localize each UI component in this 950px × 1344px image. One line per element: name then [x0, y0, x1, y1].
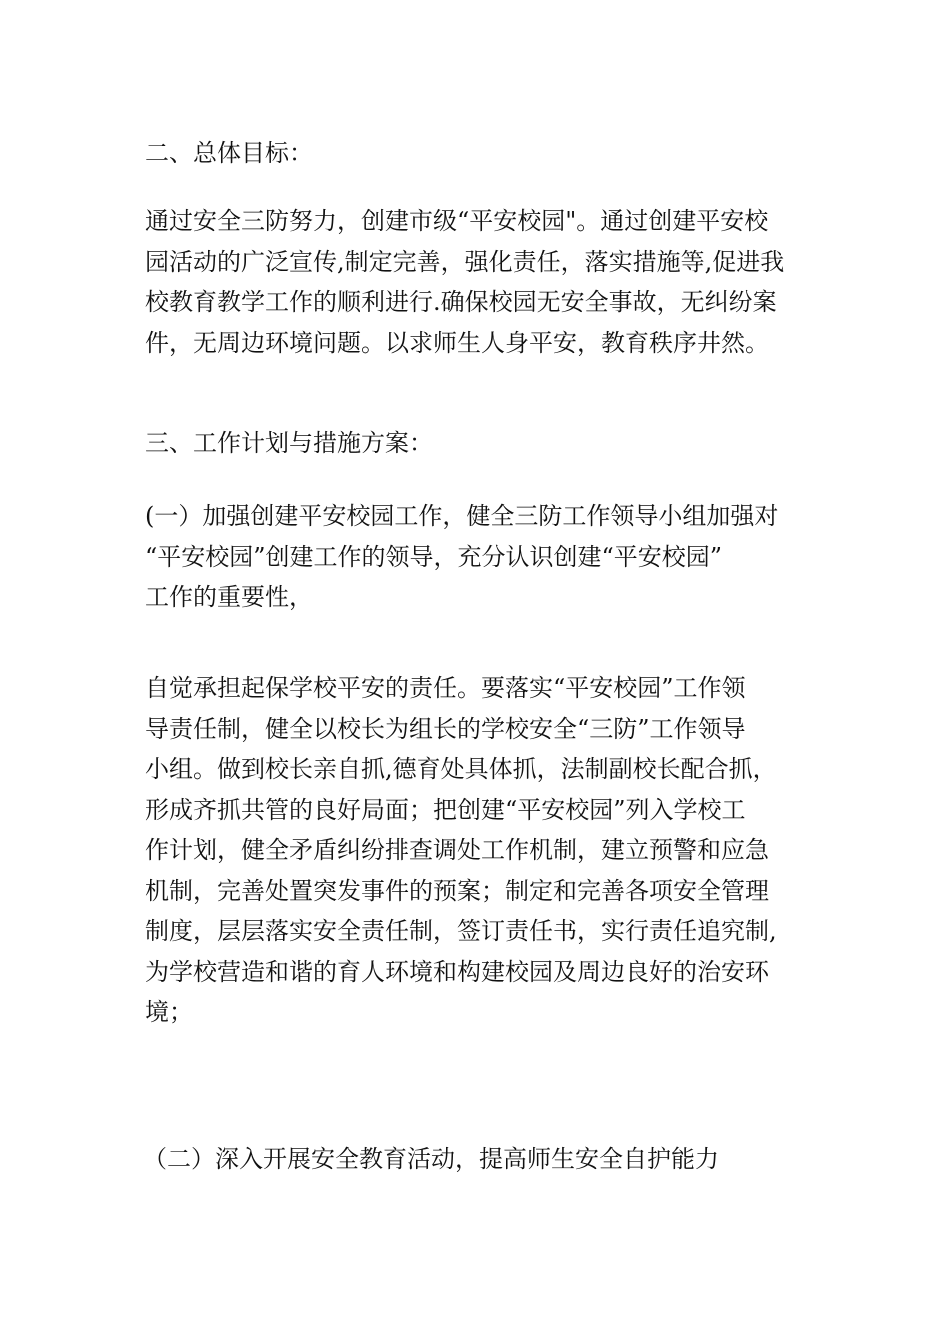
- text-line: 二、总体目标：: [145, 139, 313, 167]
- text-line: 制度，层层落实安全责任制，签订责任书，实行责任追究制,: [145, 917, 777, 945]
- section-3-heading: [145, 423, 815, 464]
- text-line: （二）深入开展安全教育活动，提高师生安全自护能力: [143, 1145, 719, 1173]
- item-2-heading: [143, 1139, 813, 1180]
- section-2-body: [145, 201, 815, 363]
- text-line: (一）加强创建平安校园工作，健全三防工作领导小组加强对: [145, 502, 779, 530]
- text-line: “平安校园”创建工作的领导，充分认识创建“平安校园”: [145, 542, 723, 571]
- text-line: 通过安全三防努力，创建市级“平安校园"。通过创建平安校: [145, 207, 769, 235]
- item-1-body: [145, 668, 815, 1033]
- text-line: 形成齐抓共管的良好局面；把创建“平安校园”列入学校工: [145, 795, 746, 824]
- text-line: 境；: [145, 998, 193, 1026]
- text-line: 园活动的广泛宣传,制定完善，强化责任，落实措施等,促进我: [145, 247, 785, 276]
- text-line: 自觉承担起保学校平安的责任。要落实“平安校园”工作领: [145, 674, 746, 702]
- text-line: 作计划，健全矛盾纠纷排查调处工作机制，建立预警和应急: [145, 836, 769, 864]
- text-line: 机制，完善处置突发事件的预案；制定和完善各项安全管理: [145, 876, 769, 905]
- text-line: 导责任制，健全以校长为组长的学校安全“三防”工作领导: [145, 714, 746, 743]
- text-line: 为学校营造和谐的育人环境和构建校园及周边良好的治安环: [145, 957, 769, 986]
- section-2-heading: [145, 133, 815, 174]
- text-line: 小组。做到校长亲自抓,德育处具体抓，法制副校长配合抓，: [145, 755, 777, 783]
- item-1-heading: [145, 496, 815, 618]
- text-line: 三、工作计划与措施方案：: [145, 429, 433, 457]
- text-line: 工作的重要性，: [145, 583, 313, 611]
- text-line: 校教育教学工作的顺利进行.确保校园无安全事故，无纠纷案: [145, 288, 777, 316]
- text-line: 件，无周边环境问题。以求师生人身平安，教育秩序井然。: [145, 328, 769, 357]
